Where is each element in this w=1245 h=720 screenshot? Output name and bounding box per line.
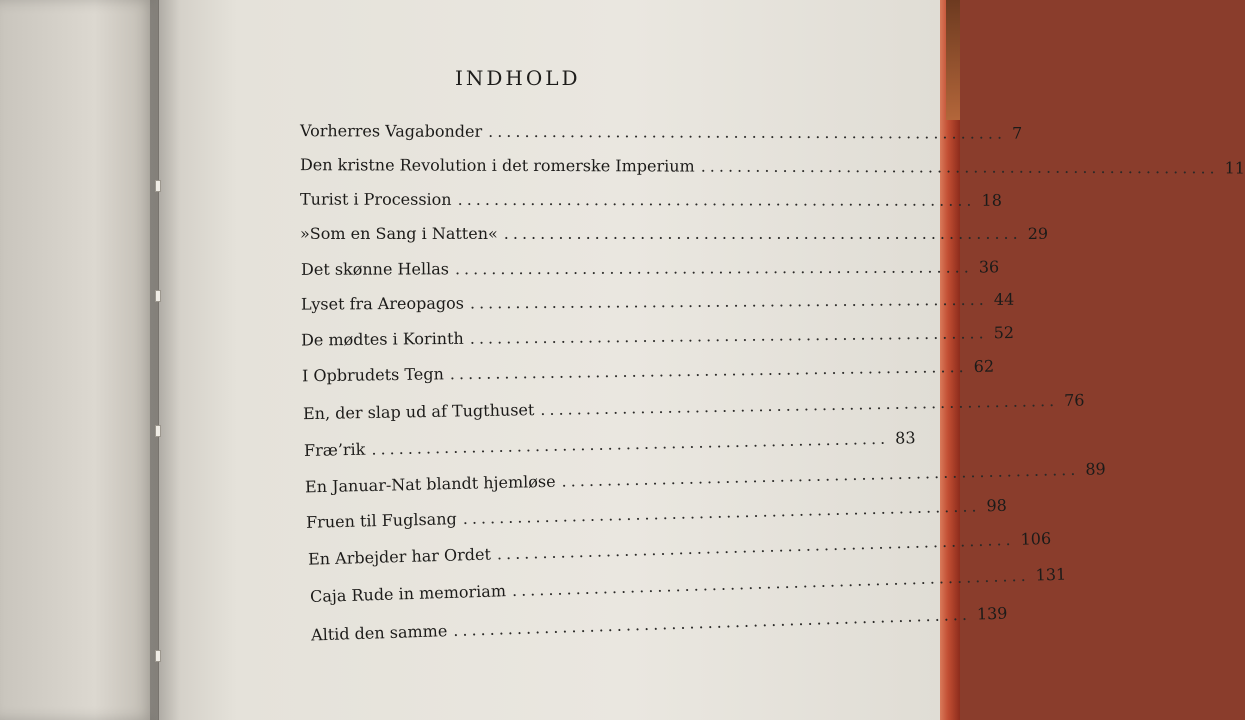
gutter-shadow bbox=[150, 0, 180, 720]
table-background bbox=[946, 0, 960, 120]
binding-stitch bbox=[155, 290, 161, 302]
right-page bbox=[159, 0, 941, 720]
entry-title: Altid den samme bbox=[310, 621, 448, 645]
entry-title: Fræ’rik bbox=[303, 439, 366, 460]
entry-page: 44 bbox=[993, 289, 1015, 309]
dot-leader: ......................................................... bbox=[462, 496, 981, 528]
entry-page: 76 bbox=[1063, 390, 1085, 410]
dot-leader: ......................................................... bbox=[540, 390, 1059, 420]
dot-leader: ......................................................... bbox=[488, 121, 1007, 143]
entry-title: I Opbrudets Tegn bbox=[301, 364, 444, 386]
entry-page: 18 bbox=[981, 190, 1002, 210]
dot-leader: ......................................................... bbox=[469, 323, 988, 348]
entry-title: En, der slap ud af Tugthuset bbox=[302, 400, 535, 424]
dot-leader: ......................................................... bbox=[511, 565, 1030, 601]
entry-title: Caja Rude in memoriam bbox=[309, 581, 507, 607]
entry-title: »Som en Sang i Natten« bbox=[300, 224, 498, 243]
dot-leader: ......................................................... bbox=[503, 224, 1022, 243]
dot-leader: ......................................................... bbox=[561, 459, 1080, 491]
dot-leader: ......................................................... bbox=[371, 428, 890, 459]
dot-leader: ......................................................... bbox=[496, 529, 1015, 564]
entry-page: 89 bbox=[1085, 459, 1106, 479]
entry-page: 11 bbox=[1224, 158, 1245, 178]
binding-stitch bbox=[155, 650, 161, 662]
entry-title: Lyset fra Areopagos bbox=[300, 293, 465, 314]
dot-leader: ......................................................... bbox=[700, 156, 1219, 178]
entry-page: 98 bbox=[986, 495, 1008, 516]
dot-leader: ......................................................... bbox=[449, 357, 968, 384]
entry-title: Fruen til Fuglsang bbox=[305, 509, 457, 532]
binding-stitch bbox=[155, 425, 161, 437]
entry-page: 131 bbox=[1035, 564, 1067, 585]
entry-title: Det skønne Hellas bbox=[300, 259, 449, 279]
dot-leader: ......................................................... bbox=[454, 257, 973, 279]
binding-stitch bbox=[155, 180, 161, 192]
entry-title: De mødtes i Korinth bbox=[300, 328, 464, 350]
entry-page: 83 bbox=[894, 428, 916, 448]
entry-page: 106 bbox=[1020, 528, 1052, 549]
toc-heading: INDHOLD bbox=[455, 66, 581, 90]
entry-page: 139 bbox=[976, 603, 1008, 624]
entry-title: Vorherres Vagabonder bbox=[299, 121, 483, 141]
entry-title: Turist i Procession bbox=[299, 189, 452, 209]
entry-title: Den kristne Revolution i det romerske Imperium bbox=[299, 155, 695, 176]
entry-page: 36 bbox=[978, 257, 1000, 277]
entry-page: 29 bbox=[1027, 224, 1049, 243]
entry-page: 7 bbox=[1012, 123, 1023, 143]
entry-title: En Arbejder har Ordet bbox=[307, 544, 492, 569]
dot-leader: ......................................................... bbox=[457, 189, 976, 210]
entry-page: 52 bbox=[993, 323, 1015, 343]
entry-page: 62 bbox=[973, 356, 995, 376]
dot-leader: ......................................................... bbox=[469, 289, 988, 313]
entry-title: En Januar-Nat blandt hjemløse bbox=[304, 471, 556, 497]
dot-leader: ......................................................... bbox=[452, 604, 972, 640]
left-page bbox=[0, 0, 159, 720]
